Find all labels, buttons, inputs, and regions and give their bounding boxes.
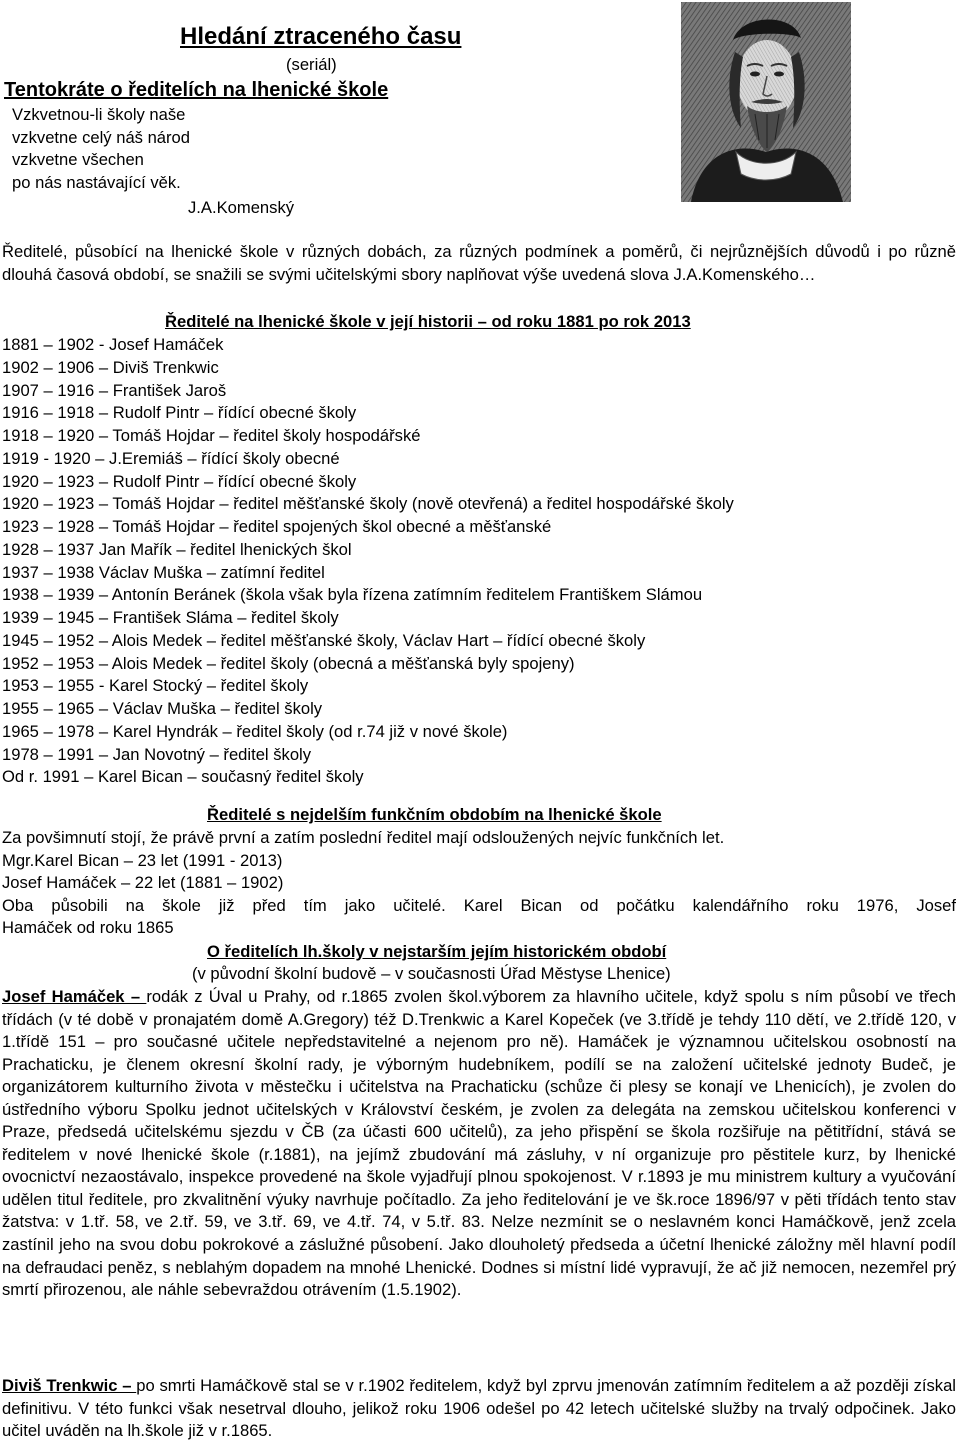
longest-term-line: Za povšimnutí stojí, že právě první a zatím poslední ředitel mají odsloužených nejvíc funkčních let. bbox=[2, 828, 725, 847]
list-item: 1938 – 1939 – Antonín Beránek (škola však byla řízena zatímním ředitelem Františkem Slámou bbox=[2, 585, 703, 605]
bio-text: po smrti Hamáčkově stal se v r.1902 ředitelem, když byl zprvu jmenován zatímním ředitelem a až později získal definitivu. V této funkci však nesetrval dlouho, jelikož roku 1906 odešel po 42 letech učitelské služby na trvalý odpočinek. Jako učitel uváděn na lh.škole již v r.1865. bbox=[2, 1376, 956, 1441]
quote-block bbox=[12, 104, 190, 194]
list-item: 1918 – 1920 – Tomáš Hojdar – ředitel školy hospodářské bbox=[2, 426, 421, 445]
oldest-period-heading: O ředitelích lh.školy v nejstarším jejím historickém období bbox=[207, 942, 667, 961]
bio-hamacek bbox=[2, 986, 956, 1302]
series-title: Tentokráte o ředitelích na lhenické škole bbox=[4, 79, 389, 101]
directors-list bbox=[2, 334, 956, 789]
longest-term-heading: Ředitelé s nejdelším funkčním obdobím na lhenické škole bbox=[207, 805, 662, 824]
quote-line: po nás nastávající věk. bbox=[12, 172, 181, 192]
list-item: 1965 – 1978 – Karel Hyndrák – ředitel školy (od r.74 již v nové škole) bbox=[2, 721, 508, 741]
list-item: 1920 – 1923 – Rudolf Pintr – řídící obecné školy bbox=[2, 471, 357, 491]
oldest-period-subheading: (v původní školní budově – v současnosti Úřad Městyse Lhenice) bbox=[192, 964, 671, 983]
list-item: 1978 – 1991 – Jan Novotný – ředitel školy bbox=[2, 744, 312, 764]
page-subtitle: (seriál) bbox=[286, 55, 337, 74]
list-item: 1919 - 1920 – J.Eremiáš – řídící školy obecné bbox=[2, 448, 340, 468]
bio-text: rodák z Úval u Prahy, od r.1865 zvolen škol.výborem za hlavního učitele, když spolu s ním působí ve třech třídách (v té době v pronajatém domě A.Gregory) též D.Trenkwic a Karel Kopeček (ve 3.třídě je tehdy 110 dětí, ve 2.třídě 120, v 1.třídě 151 – pro současné učitele nepředstavitelné a nejenom pro ně). Hamáček je významnou učitelskou osobností na Prachaticku, je členem okresní školní rady, je výborným hudebníkem, podílí se na založení učitelské jednoty Budeč, je organizátorem kulturního života v městečku i učitelstva na Prachaticku (schůze či plesy se konají ve Lhenicích), je zvolen do ústředního výboru Spolku jednot učitelských v Království českém, je zvolen za delegáta na zemskou učitelskou konferenci v Praze, předsedá učitelskému sjezdu v ČB (za účasti 600 učitelů), za jeho přispění se škola rozšiřuje na pětitřídní, stává se ředitelem v nové lhenické škole (r.1881), na jejímž zbudování má zásluhy, v ní organizuje pro pěstitele kurz, by lhenické ovocnictví nezaostávalo, inspekce provedené na škole vyjadřují plnou spokojenost. V r.1893 je mu ministrem kultury a vyučování udělen titul ředitele, pro zkvalitnění výuky navrhuje počítadlo. Za jeho ředitelování je ve šk.roce 1896/97 v pěti třídách tento stav žatstva: v 1.tř. 58, ve 2.tř. 59, ve 3.tř. 69, ve 4.tř. 74, v 5.tř. 83. Nelze nezmínit se o neslavném konci Hamáčkově, jenž zcela zastínil jeho na svou dobu pokrokové a záslužné působení. Jako dlouholetý předseda a účetní lhenické záložny měl hlavní podíl na defraudaci peněz, s neblahým dopadem na mnohé Lhenické. Dodnes si místní lidé vypravují, že ač již nemocen, nezemřel prý smrtí přirozenou, ale náhle sebevraždou otrávením (1.5.1902). bbox=[2, 987, 956, 1300]
portrait-engraving-icon bbox=[681, 2, 851, 202]
quote-line: Vzkvetnou-li školy naše bbox=[12, 105, 186, 124]
intro-text: Ředitelé, působící na lhenické škole v různých dobách, za různých podmínek a poměrů, či nejrůznějších důvodů i po různě dlouhá časová období, se snažili se svými učitelskými sbory naplňovat výše uvedená slova J.A.Komenského… bbox=[2, 242, 956, 284]
list-item: 1953 – 1955 - Karel Stocký – ředitel školy bbox=[2, 676, 309, 696]
list-item: 1907 – 1916 – František Jaroš bbox=[2, 380, 227, 400]
bio-name: Diviš Trenkwic – bbox=[2, 1376, 137, 1395]
directors-heading: Ředitelé na lhenické škole v její historii – od roku 1881 po rok 2013 bbox=[165, 312, 691, 331]
list-item: Od r. 1991 – Karel Bican – současný ředitel školy bbox=[2, 767, 364, 787]
quote-author: J.A.Komenský bbox=[188, 198, 295, 217]
list-item: 1952 – 1953 – Alois Medek – ředitel školy (obecná a měšťanská byly spojeny) bbox=[2, 653, 575, 673]
page-title: Hledání ztraceného času bbox=[180, 23, 462, 50]
list-item: 1923 – 1928 – Tomáš Hojdar – ředitel spojených škol obecné a měšťanské bbox=[2, 517, 552, 536]
list-item: 1955 – 1965 – Václav Muška – ředitel školy bbox=[2, 699, 323, 718]
longest-term-line: Mgr.Karel Bican – 23 let (1991 - 2013) bbox=[2, 850, 283, 870]
longest-term-line: Josef Hamáček – 22 let (1881 – 1902) bbox=[2, 873, 284, 893]
list-item: 1902 – 1906 – Diviš Trenkwic bbox=[2, 357, 219, 377]
longest-term-line: Oba působili na škole již před tím jako učitelé. Karel Bican od počátku kalendářního roku 1976, Josef bbox=[2, 895, 956, 915]
list-item: 1939 – 1945 – František Sláma – ředitel školy bbox=[2, 608, 339, 627]
list-item: 1881 – 1902 - Josef Hamáček bbox=[2, 335, 224, 354]
list-item: 1937 – 1938 Václav Muška – zatímní ředitel bbox=[2, 562, 325, 582]
list-item: 1945 – 1952 – Alois Medek – ředitel měšťanské školy, Václav Hart – řídící obecné školy bbox=[2, 630, 646, 650]
intro-paragraph bbox=[2, 241, 956, 286]
longest-term-line: Hamáček od roku 1865 bbox=[2, 918, 174, 938]
list-item: 1928 – 1937 Jan Mařík – ředitel lhenických škol bbox=[2, 539, 352, 559]
quote-line: vzkvetne celý náš národ bbox=[12, 127, 191, 147]
list-item: 1920 – 1923 – Tomáš Hojdar – ředitel měšťanské školy (nově otevřená) a ředitel hospodářské školy bbox=[2, 494, 734, 514]
list-item: 1916 – 1918 – Rudolf Pintr – řídící obecné školy bbox=[2, 403, 357, 423]
bio-name: Josef Hamáček – bbox=[2, 987, 147, 1006]
quote-line: vzkvetne všechen bbox=[12, 150, 144, 170]
bio-trenkwic bbox=[2, 1375, 956, 1443]
longest-term-section bbox=[2, 827, 956, 940]
